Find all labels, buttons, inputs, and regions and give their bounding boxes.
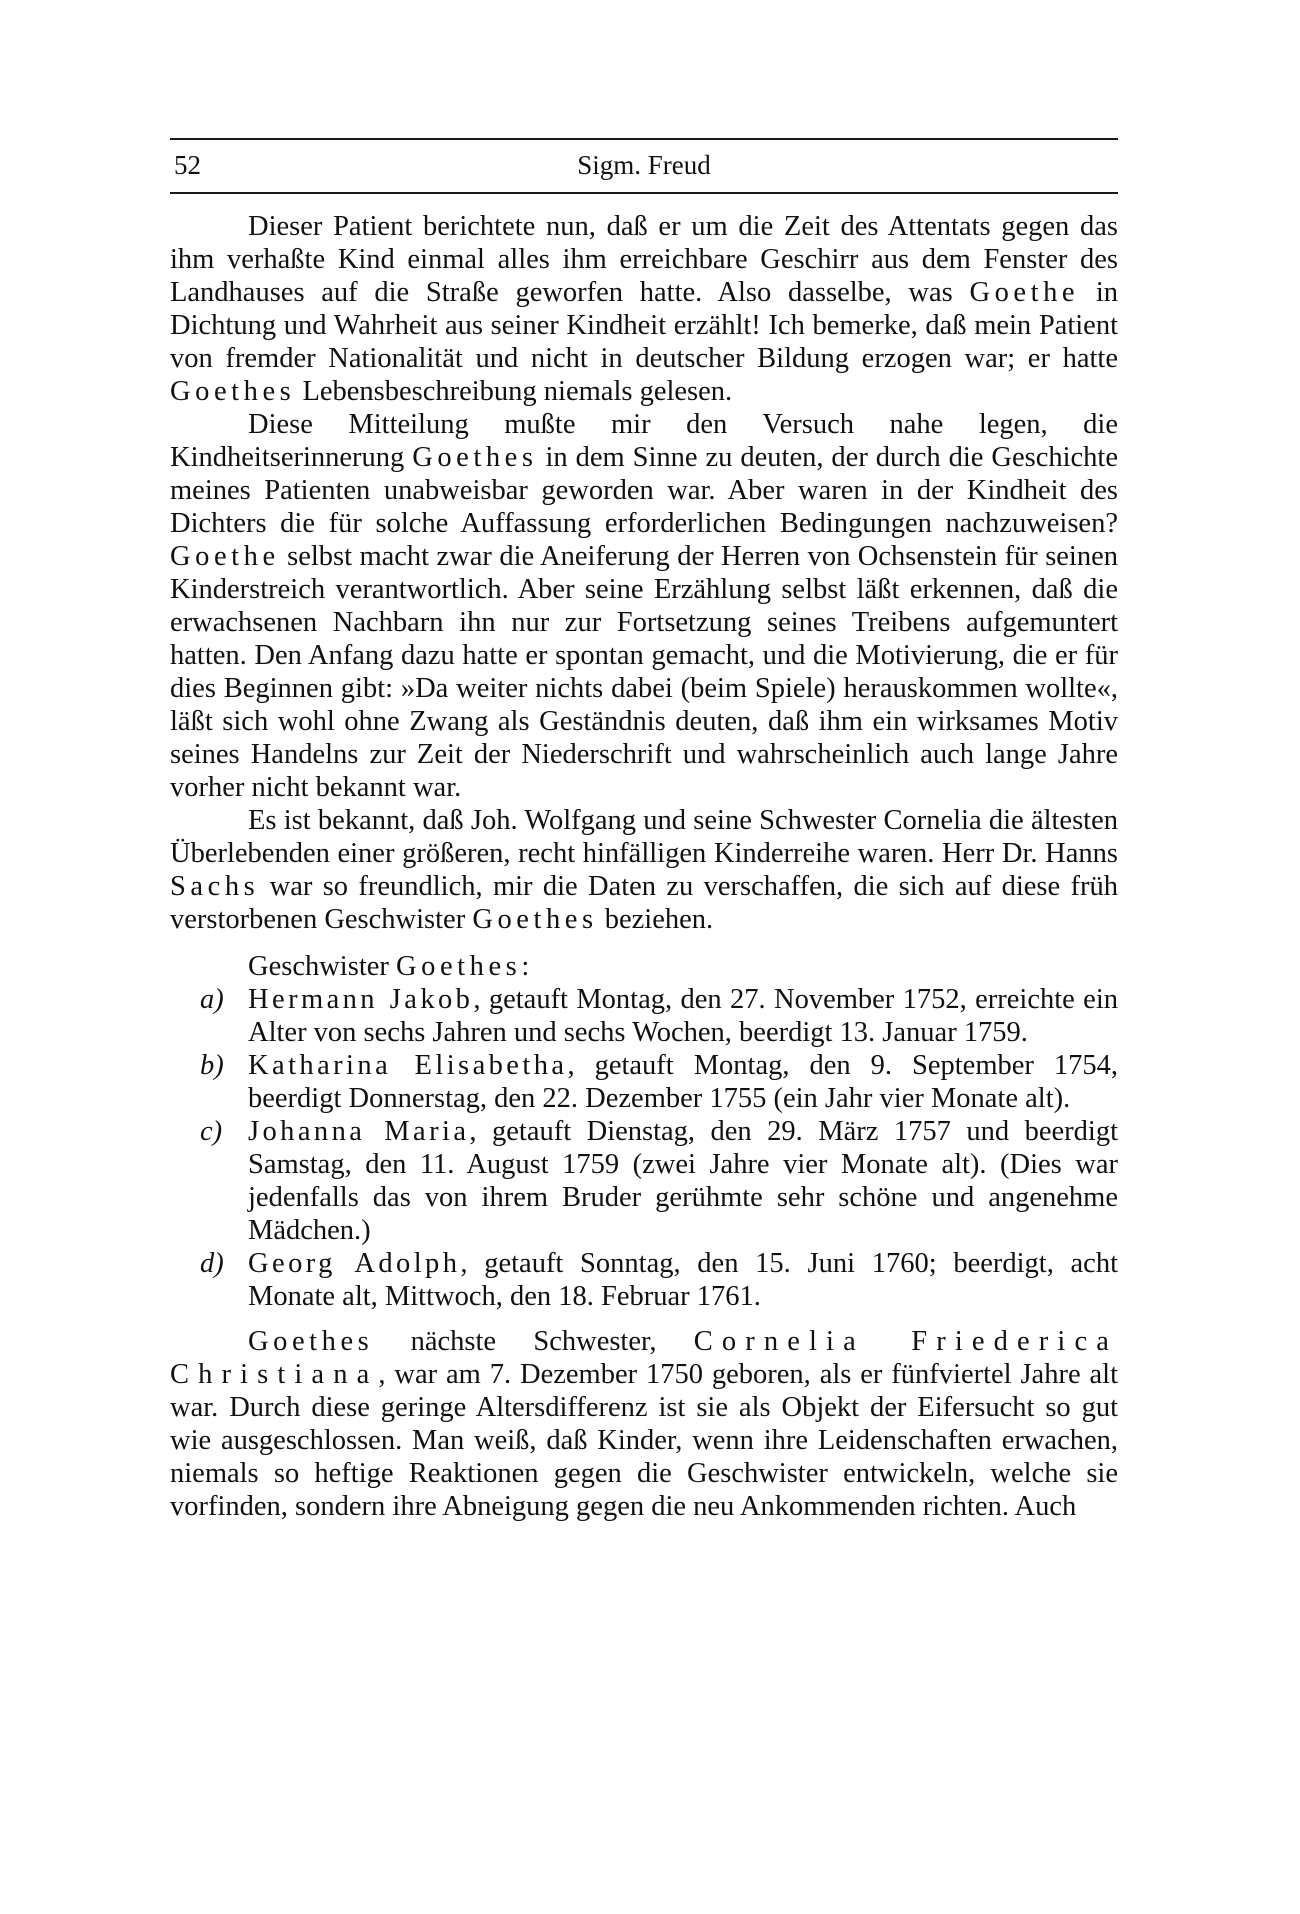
author-name-spaced: Goethe [170, 541, 280, 572]
sibling-details: , getauft Montag, den 27. November 1752, erreichte ein Alter von sechs Jahren und sechs Wochen, beerdigt 13. Januar 1759. [248, 984, 1118, 1048]
sibling-name: Katharina Elisabetha [248, 1050, 568, 1081]
list-marker: d) [200, 1248, 224, 1279]
paragraph-4-text-a: nächste Schwester, [373, 1326, 694, 1357]
page-number: 52 [174, 150, 201, 180]
paragraph-3-text-b: war so freundlich, mir die Daten zu verschaffen, die sich auf diese früh verstorbenen Geschwister [170, 871, 1118, 935]
paragraph-2-text-b: in dem Sinne zu deuten, der durch die Geschichte meines Patienten unabweisbar geworden war. Aber waren in der Kindheit des Dichters die für solche Auffassung erforderlichen Bedingungen nachzuweisen? [170, 442, 1118, 539]
author-name-spaced: Goethe [969, 277, 1080, 308]
person-name-spaced: Sachs [170, 871, 260, 902]
sibling-name: Johanna Maria [248, 1116, 470, 1147]
siblings-heading-prefix: Geschwister [248, 951, 396, 982]
paragraph-1 [170, 210, 1118, 408]
author-name-spaced: Goethes [412, 442, 538, 473]
sibling-details: , getauft Dienstag, den 29. März 1757 und beerdigt Samstag, den 11. August 1759 (zwei Jahre vier Monate alt). (Dies war jedenfalls das von ihrem Bruder gerühmte sehr schöne und angenehme Mädchen.) [248, 1116, 1118, 1246]
paragraph-4-text-b: , war am 7. Dezember 1750 geboren, als er fünfviertel Jahre alt war. Durch diese geringe Altersdifferenz ist sie als Objekt der Eifersucht so gut wie ausgeschlossen. Man weiß, daß Kinder, wenn ihre Leidenschaften erwachen, niemals so heftige Reaktionen gegen die Geschwister entwickeln, welche sie vorfinden, sondern ihre Abneigung gegen die neu Ankommenden richten. Auch [170, 1359, 1118, 1522]
paragraph-4 [170, 1325, 1118, 1523]
sibling-details: , getauft Sonntag, den 15. Juni 1760; beerdigt, acht Monate alt, Mittwoch, den 18. Februar 1761. [248, 1248, 1118, 1312]
paragraph-1-text-a: Dieser Patient berichtete nun, daß er um die Zeit des Attentats gegen das ihm verhaßte Kind einmal alles ihm erreichbare Geschirr aus dem Fenster des Landhauses auf die Straße geworfen hatte. Also dasselbe, was [170, 211, 1118, 308]
person-name-spaced: Cornelia Friederica Christiana [170, 1326, 1118, 1390]
sibling-name: Hermann Jakob [248, 984, 474, 1015]
sibling-entry [170, 1247, 1118, 1313]
list-marker: b) [200, 1050, 224, 1081]
author-name-spaced: Goethes [472, 904, 598, 935]
sibling-entry [170, 983, 1118, 1049]
running-title: Sigm. Freud [577, 150, 711, 180]
paragraph-2-text-a: Diese Mitteilung mußte mir den Versuch nahe legen, die Kindheitserinnerung [170, 409, 1118, 473]
paragraph-3-text-a: Es ist bekannt, daß Joh. Wolfgang und seine Schwester Cornelia die ältesten Überlebenden einer größeren, recht hinfälligen Kinderreihe waren. Herr Dr. Hanns [170, 805, 1118, 869]
paragraph-2 [170, 408, 1118, 804]
body-text [170, 210, 1118, 1523]
author-name-spaced: Goethes [248, 1326, 374, 1357]
sibling-entry [170, 1049, 1118, 1115]
paragraph-1-text-c: Lebensbeschreibung niemals gelesen. [295, 376, 733, 407]
sibling-details: , getauft Montag, den 9. September 1754, beerdigt Donnerstag, den 22. Dezember 1755 (ein Jahr vier Monate alt). [248, 1050, 1119, 1114]
paragraph-3-text-c: beziehen. [597, 904, 714, 935]
paragraph-1-text-b: in Dichtung und Wahrheit aus seiner Kindheit erzählt! Ich bemerke, daß mein Patient von fremder Nationalität und nicht in deutscher Bildung erzogen war; er hatte [170, 277, 1118, 374]
sibling-entry [170, 1115, 1118, 1247]
running-head [170, 138, 1118, 194]
paragraph-2-text-c: selbst macht zwar die Aneiferung der Herren von Ochsenstein für seinen Kinderstreich verantwortlich. Aber seine Erzählung selbst läßt erkennen, daß die erwachsenen Nachbarn ihn nur zur Fortsetzung seines Treibens aufgemuntert hatten. Den Anfang dazu hatte er spontan gemacht, und die Motivierung, die er für dies Beginnen gibt: »Da weiter nichts dabei (beim Spiele) herauskommen wollte«, läßt sich wohl ohne Zwang als Geständnis deuten, daß ihm ein wirksames Motiv seines Handelns zur Zeit der Niederschrift und wahrscheinlich auch lange Jahre vorher nicht bekannt war. [170, 541, 1118, 803]
siblings-heading [170, 950, 1118, 983]
author-name-spaced: Goethes [170, 376, 296, 407]
list-marker: c) [200, 1116, 223, 1147]
paragraph-3 [170, 804, 1118, 936]
sibling-name: Georg Adolph [248, 1248, 461, 1279]
siblings-list [170, 983, 1118, 1313]
author-name-spaced: Goethes [396, 951, 522, 982]
list-marker: a) [200, 984, 224, 1015]
siblings-heading-suffix: : [521, 951, 530, 982]
